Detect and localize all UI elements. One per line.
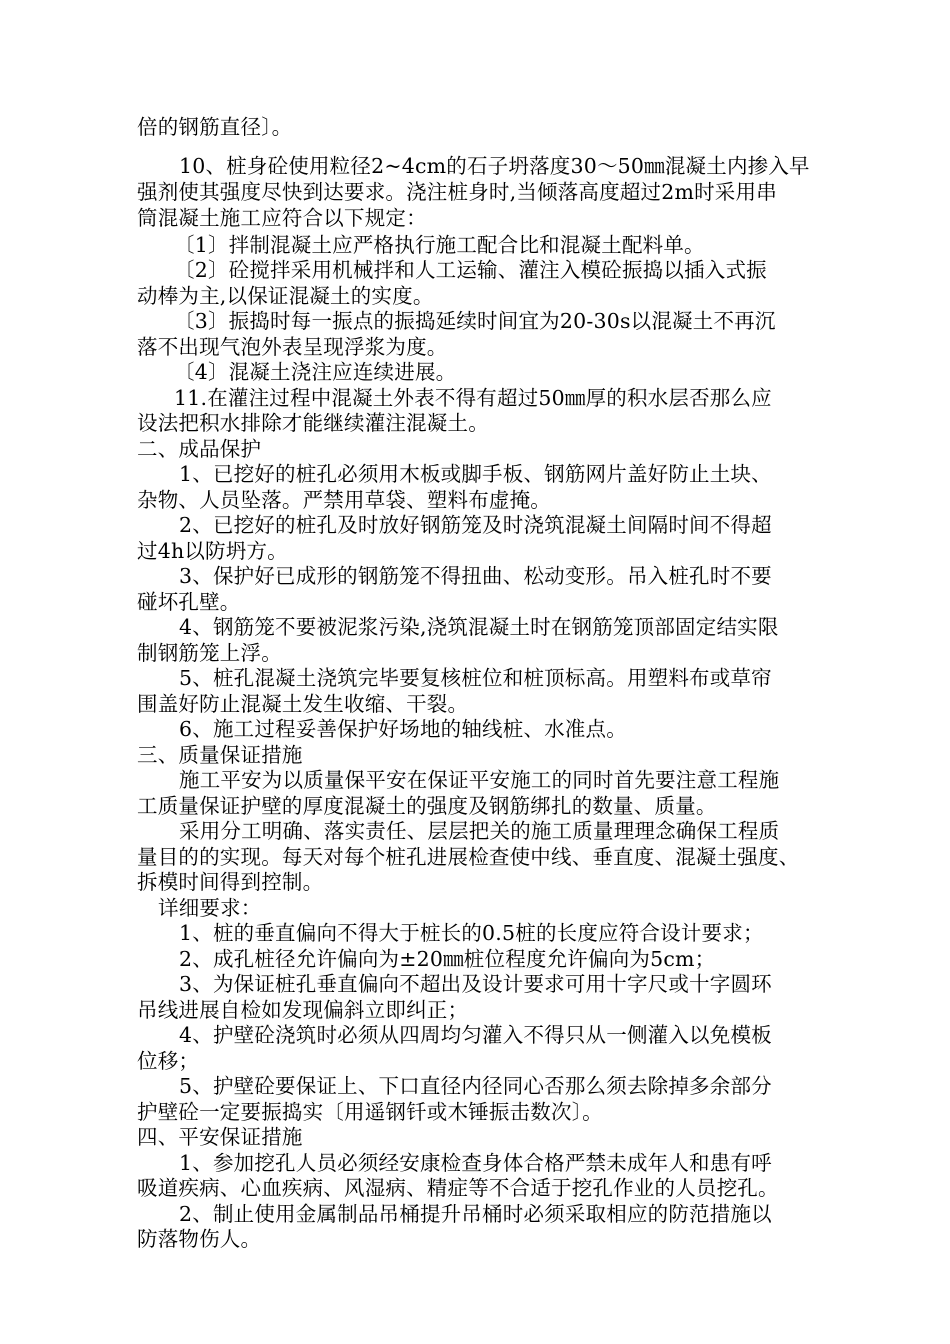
text-line: 量目的的实现。每天对每个桩孔进展检查使中线、垂直度、混凝土强度、 xyxy=(137,845,800,869)
text-line: 2、已挖好的桩孔及时放好钢筋笼及时浇筑混凝土间隔时间不得超 xyxy=(179,513,772,537)
text-line: 10、桩身砼使用粒径2~4cm的石子坍落度30～50㎜混凝土内掺入早 xyxy=(179,154,810,178)
text-line: 6、施工过程妥善保护好场地的轴线桩、水准点。 xyxy=(179,717,627,741)
text-line: 吸道疾病、心血疾病、风湿病、精症等不合适于挖孔作业的人员挖孔。 xyxy=(137,1176,779,1200)
text-line: 2、制止使用金属制品吊桶提升吊桶时必须采取相应的防范措施以 xyxy=(179,1202,772,1226)
text-line: 4、钢筋笼不要被泥浆污染,浇筑混凝土时在钢筋笼顶部固定结实限 xyxy=(179,615,779,639)
text-line: 5、护壁砼要保证上、下口直径内径同心否那么须去除掉多余部分 xyxy=(179,1074,772,1098)
text-line: 动棒为主,以保证混凝土的实度。 xyxy=(137,284,434,308)
text-line: 1、已挖好的桩孔必须用木板或脚手板、钢筋网片盖好防止土块、 xyxy=(179,462,772,486)
text-line: 1、桩的垂直偏向不得大于桩长的0.5桩的长度应符合设计要求； xyxy=(179,921,764,945)
text-line: 详细要求： xyxy=(158,896,262,920)
text-line: 施工平安为以质量保平安在保证平安施工的同时首先要注意工程施 xyxy=(179,768,780,792)
text-line: 吊线进展自检如发现偏斜立即纠正； xyxy=(137,998,469,1022)
text-line: 5、桩孔混凝土浇筑完毕要复核桩位和桩顶标高。用塑料布或草帘 xyxy=(179,666,772,690)
text-line: 落不出现气泡外表呈现浮浆为度。 xyxy=(137,335,448,359)
text-line: 1、参加挖孔人员必须经安康检查身体合格严禁未成年人和患有呼 xyxy=(179,1151,772,1175)
section-heading: 二、成品保护 xyxy=(137,437,262,461)
text-line: 采用分工明确、落实责任、层层把关的施工质量理理念确保工程质 xyxy=(179,819,780,843)
text-line: 筒混凝土施工应符合以下规定： xyxy=(137,206,427,230)
text-line: 2、成孔桩径允许偏向为±20㎜桩位程度允许偏向为5cm； xyxy=(179,947,716,971)
text-line: 位移； xyxy=(137,1049,200,1073)
text-line: 制钢筋笼上浮。 xyxy=(137,641,282,665)
text-line: 〔1〕拌制混凝土应严格执行施工配合比和混凝土配料单。 xyxy=(174,233,705,257)
text-line: 〔2〕砼搅拌采用机械拌和人工运输、灌注入模砼振捣以插入式振 xyxy=(174,258,767,282)
text-line: 11.在灌注过程中混凝土外表不得有超过50㎜厚的积水层否那么应 xyxy=(174,386,772,410)
text-line: 拆模时间得到控制。 xyxy=(137,870,324,894)
text-line: 杂物、人员坠落。严禁用草袋、塑料布虚掩。 xyxy=(137,488,551,512)
text-line: 〔3〕振捣时每一振点的振捣延续时间宜为20-30s以混凝土不再沉 xyxy=(174,309,776,333)
text-line: 〔4〕混凝土浇注应连续进展。 xyxy=(174,360,457,384)
text-line: 防落物伤人。 xyxy=(137,1227,262,1251)
text-line: 倍的钢筋直径〕。 xyxy=(137,115,293,139)
text-line: 3、保护好已成形的钢筋笼不得扭曲、松动变形。吊入桩孔时不要 xyxy=(179,564,772,588)
text-line: 设法把积水排除才能继续灌注混凝土。 xyxy=(137,411,489,435)
text-line: 工质量保证护壁的厚度混凝土的强度及钢筋绑扎的数量、质量。 xyxy=(137,794,717,818)
text-line: 碰坏孔壁。 xyxy=(137,590,241,614)
text-line: 3、为保证桩孔垂直偏向不超出及设计要求可用十字尺或十字圆环 xyxy=(179,972,772,996)
text-line: 过4h以防坍方。 xyxy=(137,539,288,563)
section-heading: 四、平安保证措施 xyxy=(137,1125,303,1149)
section-heading: 三、质量保证措施 xyxy=(137,743,303,767)
text-line: 护壁砼一定要振捣实〔用遥钢钎或木锤振击数次〕。 xyxy=(137,1100,603,1124)
text-line: 4、护壁砼浇筑时必须从四周均匀灌入不得只从一侧灌入以免模板 xyxy=(179,1023,772,1047)
text-line: 围盖好防止混凝土发生收缩、干裂。 xyxy=(137,692,469,716)
text-line: 强剂使其强度尽快到达要求。浇注桩身时,当倾落高度超过2m时采用串 xyxy=(137,180,777,204)
